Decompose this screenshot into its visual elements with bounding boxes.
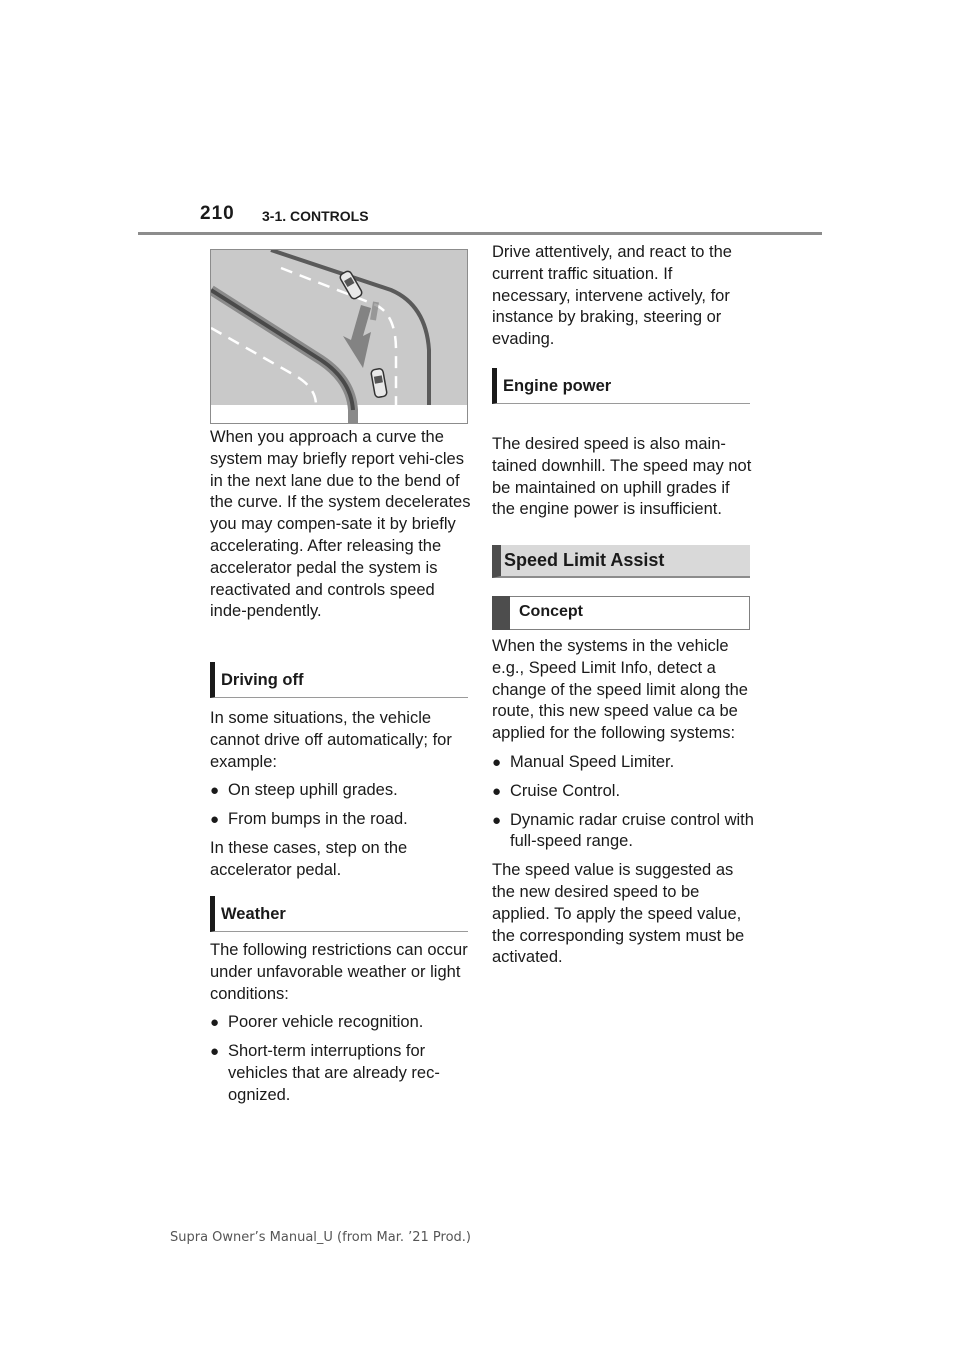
bullet-icon: ● [210,1014,220,1032]
weather-heading-text: Weather [221,905,286,923]
concept-block [492,636,754,969]
speed-limit-assist-heading [492,545,750,578]
curve-paragraph: When you approach a curve the system may briefly report vehi-cles in the next lane due to the bend of the curve. If the system decelerates you may compen-sate it by briefly accelerating. After releasing the accelerator pedal the system is reactivated and controls speed inde-pendently. [210,428,471,621]
section-title: 3-1. CONTROLS [262,208,369,224]
list-item [210,1012,472,1034]
engine-power-heading [492,368,750,404]
concept-heading [492,596,750,630]
list-item-text: Manual Speed Limiter. [510,752,675,771]
weather-heading [210,896,468,932]
engine-paragraph: The desired speed is also main-tained downhill. The speed may not be maintained on uphill grades if the engine power is insufficient. [492,435,752,519]
drive-paragraph: Drive attentively, and react to the current traffic situation. If necessary, intervene actively, for instance by braking, steering or evading. [492,243,732,349]
weather-block [210,940,472,1107]
footer-text: Supra Owner’s Manual_U (from Mar. ’21 Prod.) [170,1230,471,1245]
engine-paragraph-block [492,434,754,521]
header-divider [138,232,822,235]
curve-illustration-figure [210,249,468,424]
list-item-text: Short-term interruptions for vehicles that are already rec-ognized. [228,1042,440,1104]
list-item-text: Poorer vehicle recognition. [228,1013,424,1032]
engine-power-heading-text: Engine power [503,377,612,395]
bullet-icon: ● [210,811,220,829]
concept-heading-text: Concept [519,603,583,620]
drive-paragraph-block [492,242,754,351]
bullet-icon: ● [492,811,502,829]
list-item [210,780,472,802]
curve-paragraph-block [210,427,472,623]
list-item [492,781,754,803]
driving-off-outro: In these cases, step on the accelerator pedal. [210,838,408,879]
list-item [210,809,472,831]
list-item [492,810,754,854]
concept-outro: The speed value is suggested as the new desired speed to be applied. To apply the speed value, the corresponding system must be activated. [492,861,745,967]
concept-intro: When the systems in the vehicle e.g., Speed Limit Info, detect a change of the speed limit along the route, this new speed value ca be applied for the following systems: [492,637,748,743]
list-item-text: From bumps in the road. [228,810,408,829]
speed-limit-assist-heading-text: Speed Limit Assist [504,550,665,570]
driving-off-intro: In some situations, the vehicle cannot drive off automatically; for example: [210,709,452,771]
list-item-text: Dynamic radar cruise control with full-speed range. [510,810,754,851]
list-item [492,752,754,774]
weather-intro: The following restrictions can occur under unfavorable weather or light conditions: [210,941,468,1003]
bullet-icon: ● [492,753,502,771]
bullet-icon: ● [210,782,220,800]
list-item-text: Cruise Control. [510,781,621,800]
list-item-text: On steep uphill grades. [228,781,398,800]
page-number: 210 [200,203,235,224]
bullet-icon: ● [210,1043,220,1061]
driving-off-heading [210,662,468,698]
bullet-icon: ● [492,782,502,800]
curve-lane-vehicles-illustration-icon [211,250,467,423]
driving-off-block [210,708,472,882]
concept-heading-tab [492,596,510,630]
list-item [210,1041,472,1106]
driving-off-heading-text: Driving off [221,671,304,689]
